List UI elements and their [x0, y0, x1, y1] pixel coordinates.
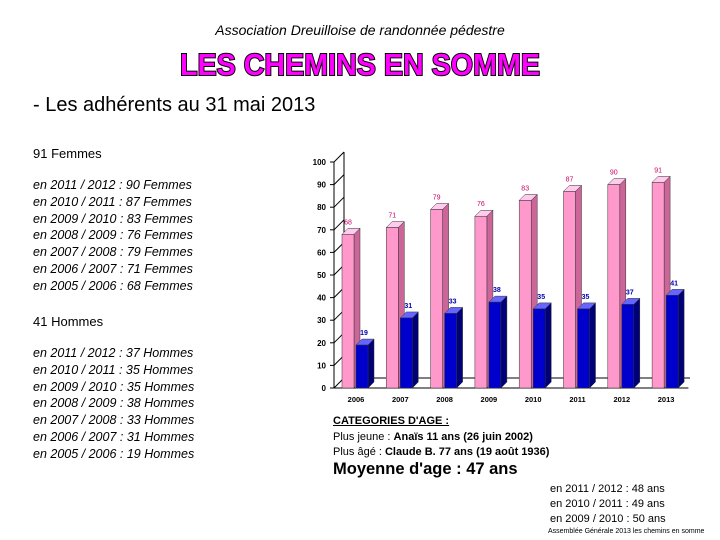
- oldest-label: Plus âgé :: [333, 446, 385, 458]
- women-value-label: 87: [565, 176, 574, 184]
- footer: Assemblée Générale 2013 les chemins en somme: [548, 528, 705, 535]
- y-tick-label: 90: [317, 180, 326, 190]
- men-bar: [445, 313, 457, 388]
- y-tick-label: 20: [317, 338, 326, 348]
- women-value-label: 79: [432, 194, 441, 202]
- men-bar-side: [368, 339, 374, 388]
- list-item: en 2010 / 2011 : 35 Hommes: [33, 362, 194, 377]
- average-age-title: [333, 460, 518, 479]
- x-tick-label: 2009: [480, 395, 498, 404]
- members-bar-chart: [300, 150, 690, 412]
- oldest-member: [333, 446, 549, 458]
- men-value-label: 35: [581, 293, 590, 301]
- men-heading: 41 Hommes: [33, 314, 104, 329]
- y-tick-label: 80: [317, 203, 326, 213]
- women-value-label: 68: [344, 219, 352, 227]
- men-bar-side: [545, 303, 551, 388]
- x-tick-label: 2007: [391, 395, 409, 404]
- women-list: [33, 177, 193, 295]
- y-tick-label: 70: [317, 225, 326, 235]
- y-tick-label: 40: [317, 293, 326, 303]
- women-bar: [519, 200, 531, 388]
- y-tick-label: 10: [317, 361, 326, 371]
- youngest-label: Plus jeune :: [333, 431, 394, 443]
- list-item: en 2009 / 2010 : 50 ans: [550, 513, 666, 525]
- youngest-member: [333, 431, 533, 443]
- men-value-label: 19: [360, 330, 368, 338]
- list-item: en 2005 / 2006 : 19 Hommes: [33, 446, 195, 461]
- y-tick-label: 0: [321, 384, 326, 393]
- x-tick-label: 2013: [657, 395, 675, 404]
- women-value-label: 83: [521, 185, 530, 193]
- logo-wordart: [0, 40, 720, 84]
- youngest-value: Anaïs 11 ans (26 juin 2002): [393, 431, 533, 443]
- logo-text: LES CHEMINS EN SOMME: [180, 47, 540, 82]
- women-bar: [431, 209, 443, 388]
- list-item: en 2011 / 2012 : 37 Hommes: [33, 346, 194, 360]
- women-value-label: 76: [477, 201, 485, 209]
- average-age-value: : 47 ans: [451, 460, 518, 478]
- men-bar: [578, 309, 590, 388]
- women-bar: [564, 191, 576, 388]
- association-name: Association Dreuilloise de randonnée pédestre: [215, 22, 505, 38]
- women-bar: [475, 216, 487, 388]
- men-value-label: 37: [625, 289, 634, 297]
- men-value-label: 38: [493, 287, 501, 295]
- women-value-label: 71: [388, 212, 397, 220]
- women-bar: [386, 228, 398, 388]
- y-tick-label: 50: [317, 271, 326, 280]
- men-bar: [400, 318, 412, 388]
- men-bar-side: [590, 303, 596, 388]
- list-item: en 2009 / 2010 : 35 Hommes: [33, 379, 195, 394]
- list-item: en 2006 / 2007 : 31 Hommes: [33, 429, 195, 444]
- x-tick-label: 2010: [524, 395, 542, 404]
- list-item: en 2007 / 2008 : 79 Femmes: [33, 245, 193, 260]
- men-list: [33, 345, 194, 463]
- y-tick-label: 30: [317, 316, 326, 326]
- list-item: en 2009 / 2010 : 83 Femmes: [33, 211, 193, 226]
- age-categories-title: CATEGORIES D'AGE :: [333, 415, 450, 427]
- oldest-value: Claude B. 77 ans (19 août 1936): [384, 446, 550, 458]
- women-value-label: 91: [654, 167, 662, 175]
- average-age-label: Moyenne d'age: [333, 460, 452, 478]
- men-value-label: 33: [448, 298, 457, 306]
- list-item: en 2007 / 2008 : 33 Hommes: [33, 413, 195, 428]
- y-grid-diagonal: [334, 175, 344, 185]
- men-bar-side: [678, 289, 684, 388]
- men-bar-side: [634, 298, 640, 388]
- y-tick-label: 100: [312, 158, 326, 167]
- y-grid-diagonal: [334, 220, 344, 230]
- x-tick-label: 2012: [613, 395, 631, 404]
- list-item: en 2008 / 2009 : 38 Hommes: [33, 396, 195, 411]
- women-heading: 91 Femmes: [33, 146, 102, 161]
- men-bar: [356, 345, 368, 388]
- list-item: en 2005 / 2006 : 68 Femmes: [33, 278, 193, 293]
- women-value-label: 90: [609, 169, 618, 177]
- y-grid-diagonal: [334, 152, 344, 162]
- men-value-label: 35: [537, 293, 546, 301]
- x-tick-label: 2008: [436, 395, 453, 404]
- men-bar: [666, 295, 678, 388]
- x-tick-label: 2006: [347, 395, 365, 404]
- list-item: en 2010 / 2011 : 49 ans: [550, 498, 665, 510]
- average-age-history: [550, 482, 666, 527]
- logo: [0, 40, 720, 89]
- list-item: en 2008 / 2009 : 76 Femmes: [33, 228, 193, 243]
- men-bar: [489, 302, 501, 388]
- page-subtitle: - Les adhérents au 31 mai 2013: [33, 94, 316, 116]
- y-grid-diagonal: [334, 197, 344, 207]
- men-bar-side: [457, 307, 463, 388]
- list-item: en 2011 / 2012 : 90 Femmes: [33, 178, 192, 192]
- list-item: en 2011 / 2012 : 48 ans: [550, 483, 665, 495]
- women-bar: [652, 182, 664, 388]
- men-bar-side: [501, 296, 507, 388]
- x-tick-label: 2011: [569, 395, 586, 404]
- list-item: en 2010 / 2011 : 87 Femmes: [33, 194, 192, 209]
- men-bar-side: [412, 312, 418, 388]
- men-bar: [622, 304, 634, 388]
- men-bar: [533, 309, 545, 388]
- men-value-label: 31: [404, 302, 413, 310]
- list-item: en 2006 / 2007 : 71 Femmes: [33, 261, 193, 276]
- women-bar: [342, 234, 354, 388]
- men-value-label: 41: [670, 280, 678, 288]
- y-tick-label: 60: [317, 248, 326, 258]
- women-bar: [608, 185, 620, 388]
